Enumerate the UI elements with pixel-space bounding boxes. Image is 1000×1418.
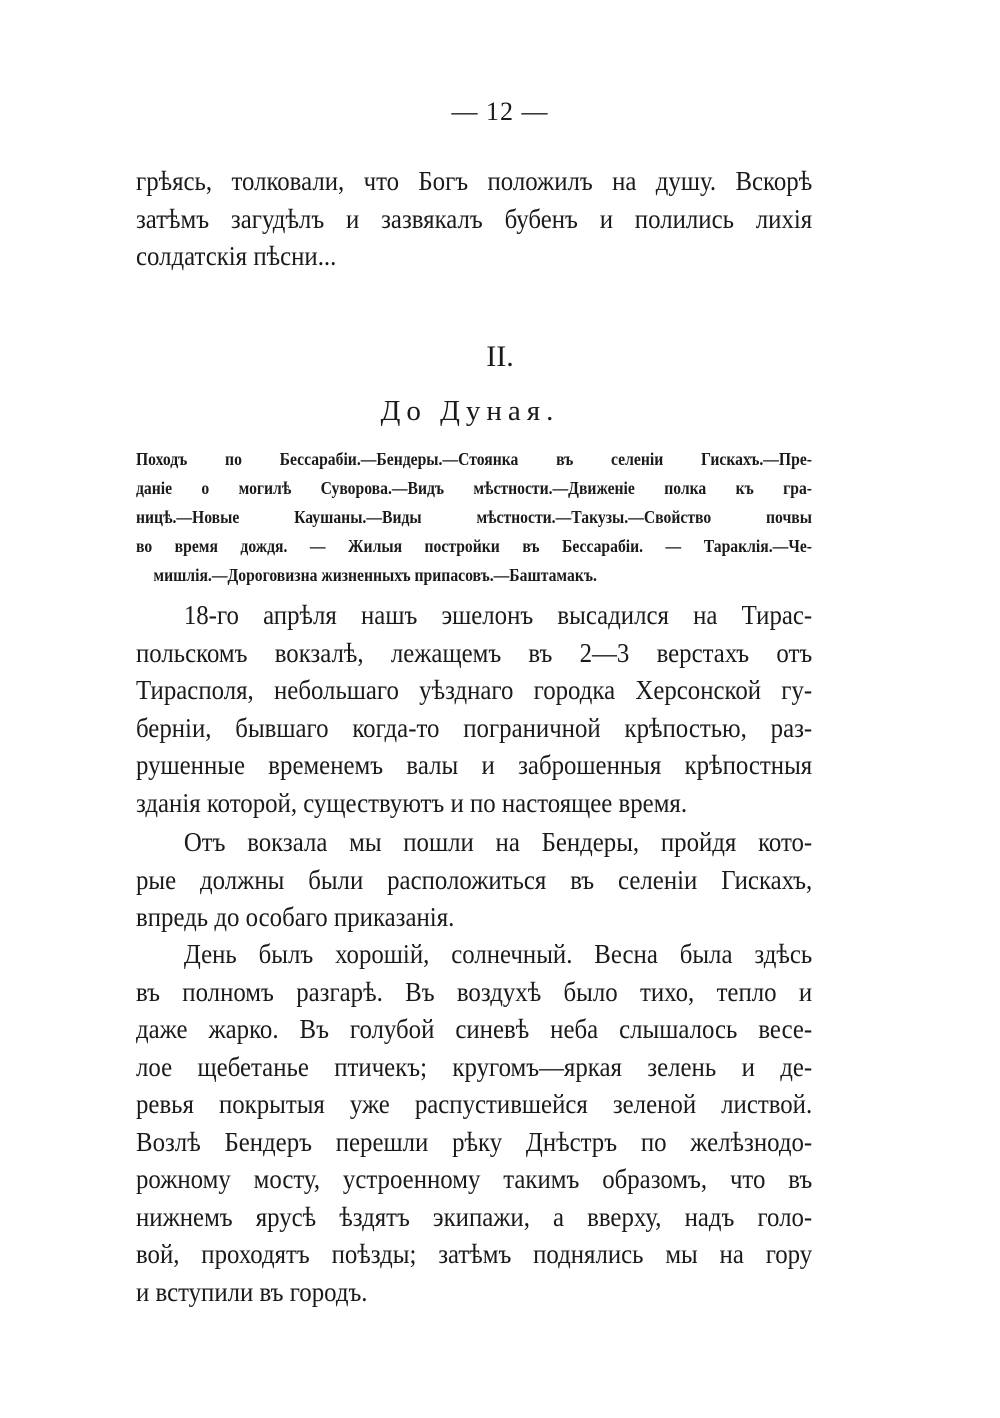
text-line: затѣмъ загудѣлъ и зазвякалъ бубенъ и полились лихія bbox=[136, 203, 813, 234]
text-line: въ полномъ разгарѣ. Въ воздухѣ было тихо, тепло и bbox=[136, 976, 813, 1007]
intro-paragraph bbox=[136, 163, 812, 276]
text-line: впредь до особаго приказанія. bbox=[136, 902, 455, 932]
text-line: Отъ вокзала мы пошли на Бендеры, пройдя кото- bbox=[183, 827, 813, 857]
text-line: польскомъ вокзалѣ, лежащемъ въ 2—3 верстахъ отъ bbox=[136, 637, 813, 668]
text-line: День былъ хорошій, солнечный. Весна была здѣсь bbox=[183, 939, 813, 969]
text-line: вой, проходятъ поѣзды; затѣмъ поднялись мы на гору bbox=[136, 1239, 813, 1269]
text-line: ревья покрытыя уже распустившейся зеленой листвой. bbox=[136, 1089, 813, 1119]
text-line: и вступили въ городъ. bbox=[136, 1276, 368, 1307]
text-line: зданія которой, существуютъ и по настоящее время. bbox=[136, 787, 688, 818]
text-line: рожному мосту, устроенному такимъ образомъ, что въ bbox=[136, 1164, 813, 1194]
text-line: нижнемъ ярусѣ ѣздятъ экипажи, а вверху, надъ голо- bbox=[136, 1201, 813, 1232]
paragraph-1 bbox=[136, 597, 812, 822]
text-line: грѣясь, толковали, что Богъ положилъ на душу. Вскорѣ bbox=[136, 166, 813, 196]
summary-line: мишлія.—Дороговизна жизненныхъ припасовъ.—Баштамакъ. bbox=[153, 565, 597, 585]
text-line: солдатскія пѣсни... bbox=[136, 241, 337, 271]
text-line: Возлѣ Бендеръ перешли рѣку Днѣстръ по желѣзнодо- bbox=[136, 1126, 813, 1157]
summary-line: во время дождя. — Жилыя постройки въ Бессарабіи. — Тараклія.—Че- bbox=[136, 536, 812, 556]
summary-line: Походъ по Бессарабіи.—Бендеры.—Стоянка въ селеніи Гискахъ.—Пре- bbox=[136, 449, 812, 469]
paragraph-2 bbox=[136, 824, 812, 937]
summary-line: даніе о могилѣ Суворова.—Видъ мѣстности.—Движеніе полка къ гра- bbox=[136, 478, 812, 498]
page-number: — 12 — bbox=[451, 97, 549, 126]
chapter-title: До Дуная. bbox=[380, 395, 560, 427]
text-line: рушенные временемъ валы и заброшенныя крѣпостныя bbox=[136, 750, 813, 780]
summary-line: ницѣ.—Новые Каушаны.—Виды мѣстности.—Такузы.—Свойство почвы bbox=[136, 507, 812, 527]
text-line: Тирасполя, небольшаго уѣзднаго городка Херсонской гу- bbox=[136, 675, 813, 705]
chapter-summary bbox=[136, 445, 812, 590]
text-line: 18-го апрѣля нашъ эшелонъ высадился на Тирас- bbox=[183, 600, 813, 630]
text-line: рые должны были расположиться въ селеніи Гискахъ, bbox=[136, 864, 813, 895]
paragraph-3 bbox=[136, 936, 812, 1311]
text-line: даже жарко. Въ голубой синевѣ неба слышалось весе- bbox=[136, 1014, 813, 1044]
chapter-number: II. bbox=[486, 340, 514, 373]
text-line: лое щебетанье птичекъ; кругомъ—яркая зелень и де- bbox=[136, 1051, 813, 1082]
text-line: берніи, бывшаго когда-то пограничной крѣпостью, раз- bbox=[136, 712, 813, 743]
